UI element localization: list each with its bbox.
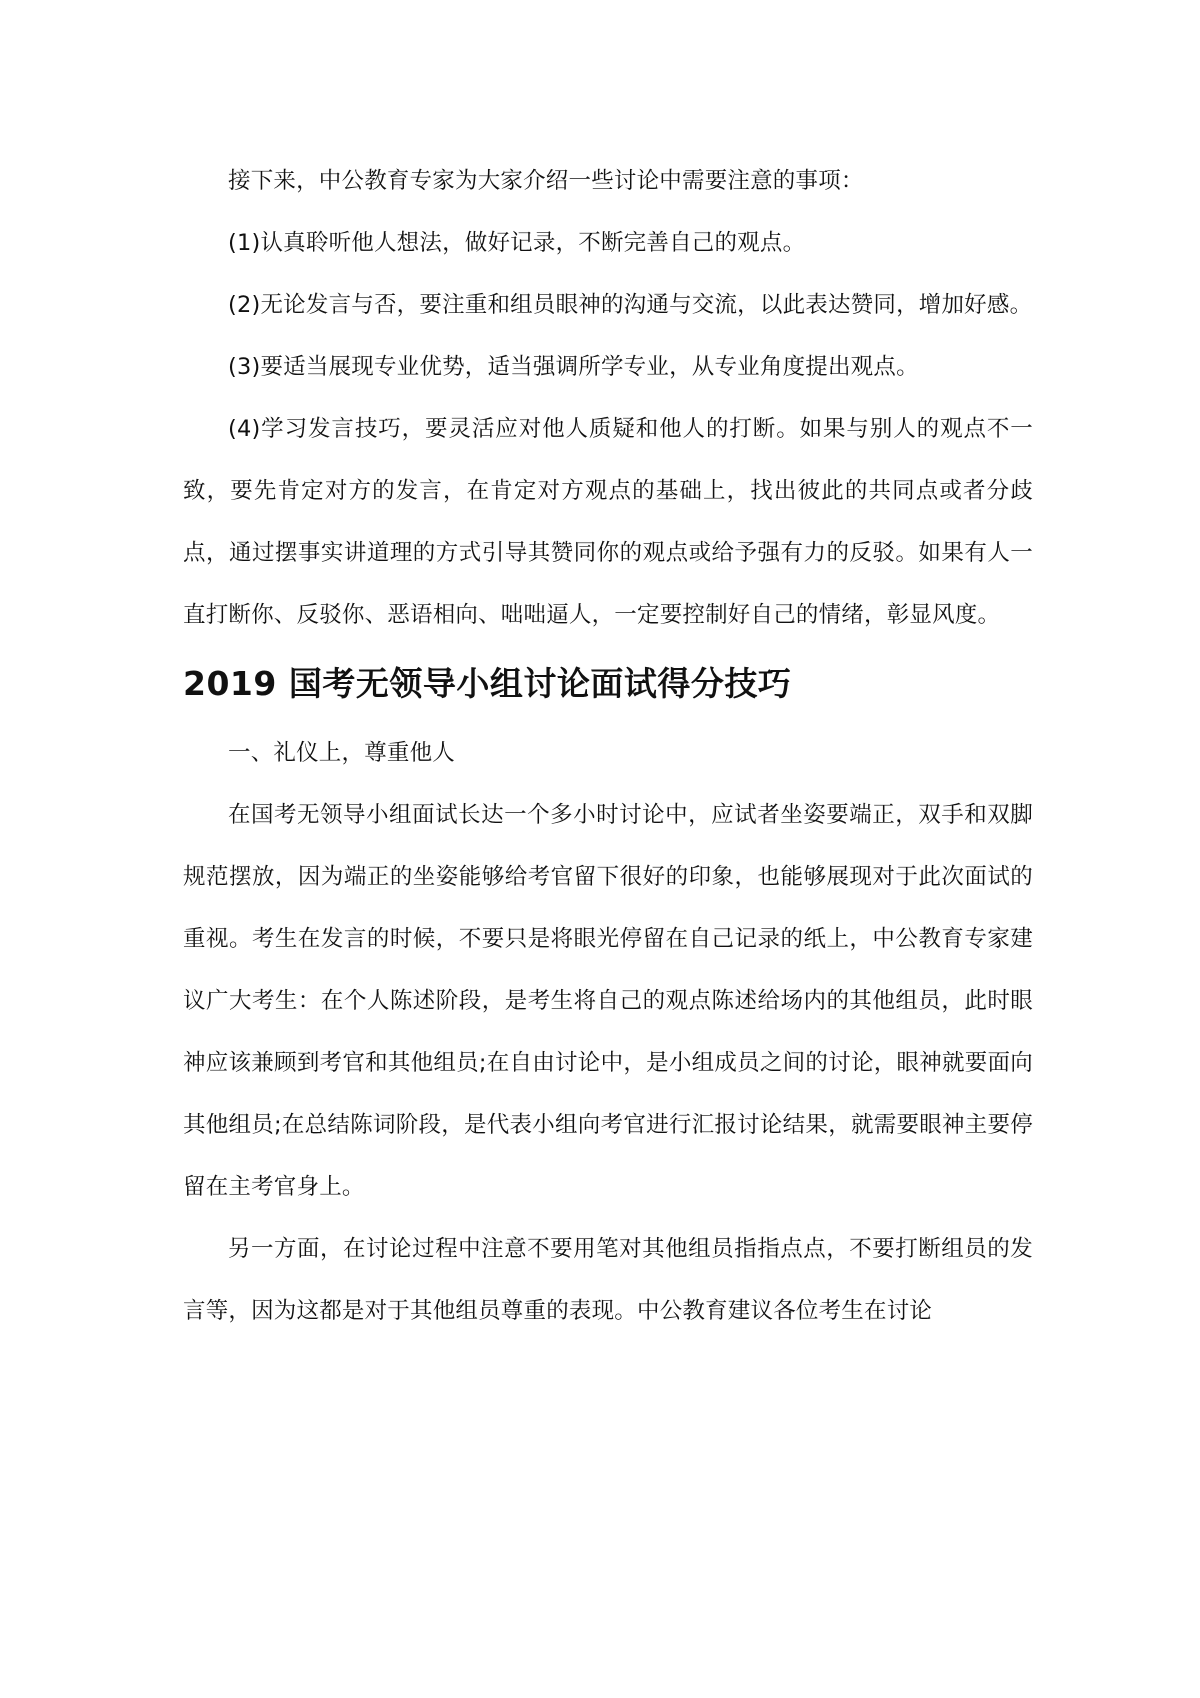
tip-paragraph-2: (2)无论发言与否，要注重和组员眼神的沟通与交流，以此表达赞同，增加好感。 — [228, 292, 1033, 318]
document-body — [183, 150, 1033, 1342]
section-heading: 2019 国考无领导小组讨论面试得分技巧 — [183, 664, 792, 703]
tip-paragraph-3: (3)要适当展现专业优势，适当强调所学专业，从专业角度提出观点。 — [228, 354, 919, 380]
tip-paragraph-1: (1)认真聆听他人想法，做好记录，不断完善自己的观点。 — [228, 230, 806, 256]
intro-paragraph: 接下来，中公教育专家为大家介绍一些讨论中需要注意的事项： — [228, 168, 864, 194]
subsection-title: 一、礼仪上，尊重他人 — [228, 740, 456, 766]
body-paragraph: 在国考无领导小组面试长达一个多小时讨论中，应试者坐姿要端正，双手和双脚规范摆放，因为端正的坐姿能够给考官留下很好的印象，也能够展现对于此次面试的重视。考生在发言的时候，不要只是将眼光停留在自己记录的纸上，中公教育专家建议广大考生：在个人陈述阶段，是考生将自己的观点陈述给场内的其他组员，此时眼神应该兼顾到考官和其他组员;在自由讨论中，是小组成员之间的讨论，眼神就要面向其他组员;在总结陈词阶段，是代表小组向考官进行汇报讨论结果，就需要眼神主要停留在主考官身上。 — [183, 802, 1033, 1200]
tip-paragraph-4: (4)学习发言技巧，要灵活应对他人质疑和他人的打断。如果与别人的观点不一致，要先肯定对方的发言，在肯定对方观点的基础上，找出彼此的共同点或者分歧点，通过摆事实讲道理的方式引导其赞同你的观点或给予强有力的反驳。如果有人一直打断你、反驳你、恶语相向、咄咄逼人，一定要控制好自己的情绪，彰显风度。 — [183, 416, 1033, 628]
body-paragraph: 另一方面，在讨论过程中注意不要用笔对其他组员指指点点，不要打断组员的发言等，因为这都是对于其他组员尊重的表现。中公教育建议各位考生在讨论 — [183, 1236, 1033, 1324]
